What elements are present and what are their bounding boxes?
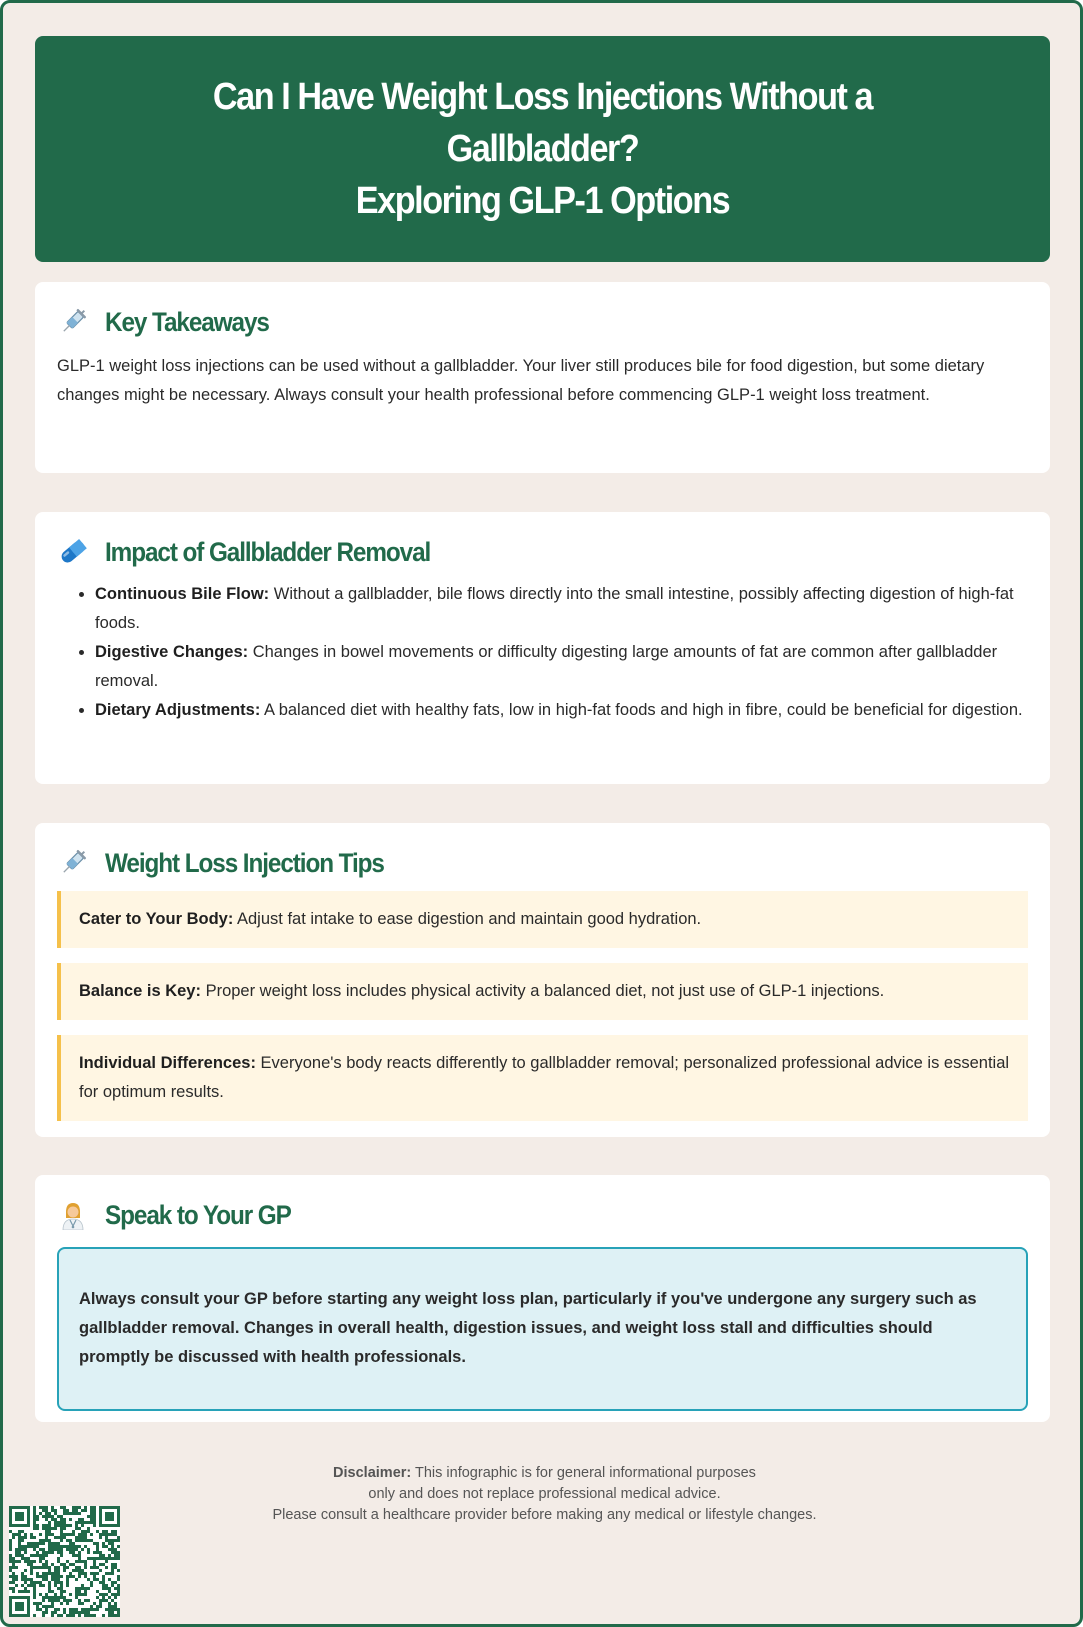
impact-card: [35, 512, 1050, 784]
page-title-line1: Can I Have Weight Loss Injections Without a Gallbladder?: [212, 76, 873, 170]
key-takeaways-header: [57, 302, 1028, 342]
gp-title: Speak to Your GP: [105, 1199, 291, 1230]
tip-item: [57, 891, 1028, 948]
impact-header: [57, 532, 1028, 572]
gp-card: [35, 1175, 1050, 1422]
tip-item: [57, 1035, 1028, 1121]
syringe-icon: [57, 847, 89, 879]
gp-callout: Always consult your GP before starting any weight loss plan, particularly if you've undergone any surgery such as gallbladder removal. Changes in overall health, digestion issues, and weight loss stall and difficulties should promptly be discussed with health professionals.: [57, 1247, 1028, 1411]
pill-icon: [57, 536, 89, 568]
list-item-label: Digestive Changes:: [95, 643, 249, 661]
header-banner: [35, 36, 1050, 262]
key-takeaways-text: GLP-1 weight loss injections can be used without a gallbladder. Your liver still produces bile for food digestion, but some dietary changes might be necessary. Always consult your health professional before commencing GLP-1 weight loss treatment.: [57, 357, 985, 404]
page-title-line2: Exploring GLP-1 Options: [355, 180, 730, 222]
impact-title: Impact of Gallbladder Removal: [105, 536, 431, 567]
qr-code-icon: [9, 1506, 120, 1617]
tip-text: Proper weight loss includes physical activity a balanced diet, not just use of GLP-1 injections.: [200, 982, 885, 1000]
list-item-text: A balanced diet with healthy fats, low in high-fat foods and high in fibre, could be beneficial for digestion.: [260, 701, 1023, 719]
key-takeaways-card: [35, 282, 1050, 473]
tip-text: Adjust fat intake to ease digestion and maintain good hydration.: [233, 910, 702, 928]
disclaimer-line2: only and does not replace professional medical advice.: [368, 1486, 721, 1502]
tips-title: Weight Loss Injection Tips: [105, 847, 384, 878]
disclaimer: [3, 1463, 1083, 1526]
disclaimer-label: Disclaimer:: [333, 1465, 412, 1481]
list-item: [95, 696, 1028, 725]
tip-label: Cater to Your Body:: [79, 910, 234, 928]
disclaimer-line3: Please consult a healthcare provider before making any medical or lifestyle changes.: [272, 1507, 817, 1523]
list-item: [95, 638, 1028, 696]
tip-text: Everyone's body reacts differently to gallbladder removal; personalized professional advice is essential for optimum results.: [79, 1054, 1010, 1101]
tip-label: Balance is Key:: [79, 982, 201, 1000]
tip-label: Individual Differences:: [79, 1054, 256, 1072]
list-item-label: Continuous Bile Flow:: [95, 585, 270, 603]
impact-list: [57, 580, 1028, 725]
doctor-icon: [57, 1199, 89, 1231]
disclaimer-line1: This infographic is for general informational purposes: [411, 1465, 756, 1481]
tips-header: [57, 843, 1028, 883]
page-title: [86, 71, 1000, 227]
gp-header: [57, 1195, 1028, 1235]
tips-card: [35, 823, 1050, 1137]
syringe-icon: [57, 306, 89, 338]
key-takeaways-title: Key Takeaways: [105, 306, 269, 337]
list-item-text: Without a gallbladder, bile flows directly into the small intestine, possibly affecting digestion of high-fat foods.: [95, 585, 1014, 632]
list-item: [95, 580, 1028, 638]
list-item-label: Dietary Adjustments:: [95, 701, 261, 719]
list-item-text: Changes in bowel movements or difficulty digesting large amounts of fat are common after gallbladder removal.: [95, 643, 998, 690]
tip-item: [57, 963, 1028, 1020]
